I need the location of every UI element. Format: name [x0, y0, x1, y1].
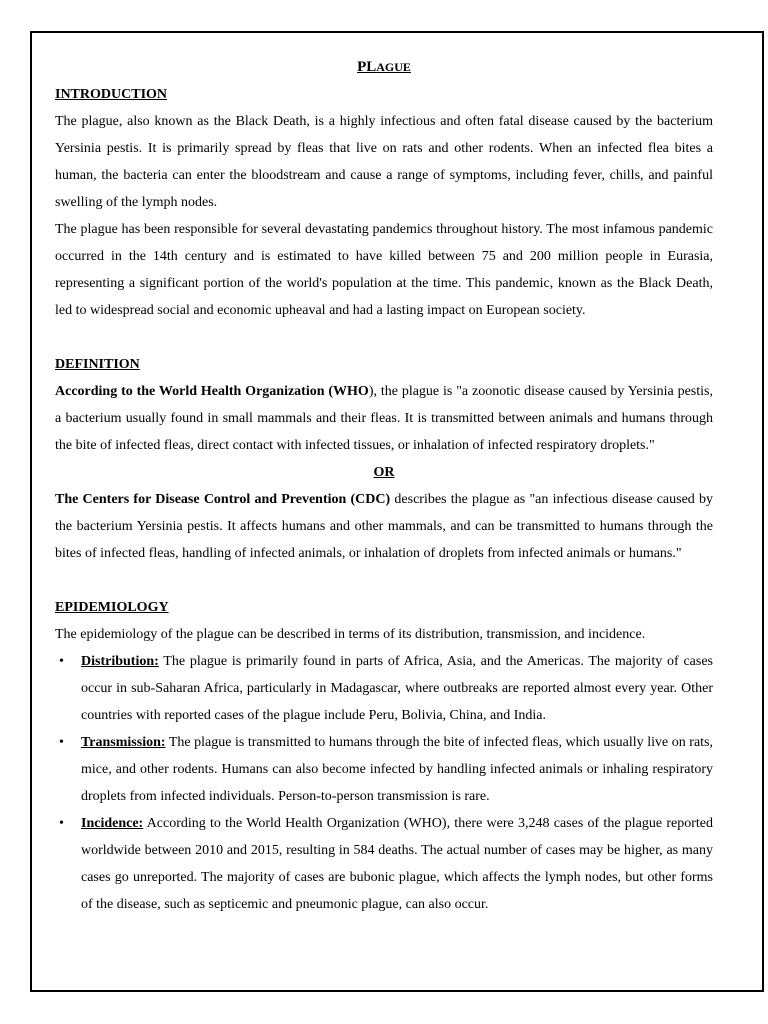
text-transmission: The plague is transmitted to humans through the bite of infected fleas, which usually live on rats, mice, and other rodents. Humans can also become infected by handling infected animals or inhaling respiratory droplets from infected individuals. Person-to-person transmission is rare.	[81, 735, 713, 804]
who-source: According to the World Health Organization (WHO	[55, 384, 369, 399]
text-incidence: According to the World Health Organization (WHO), there were 3,248 cases of the plague reported worldwide between 2010 and 2015, resulting in 584 deaths. The actual number of cases may be higher, as many cases go unreported. The majority of cases are bubonic plague, which affects the lymph nodes, but other forms of the disease, such as septicemic and pneumonic plague, can also occur.	[81, 816, 713, 912]
introduction-heading: INTRODUCTION	[55, 87, 168, 102]
list-item-distribution	[55, 648, 713, 729]
definition-cdc	[55, 486, 713, 567]
who-definition-text: ), the plague is "a zoonotic disease caused by Yersinia pestis, a bacterium usually found in small mammals and their fleas. It is transmitted between animals and humans through the bite of infected fleas, direct contact with infected tissues, or inhalation of infected respiratory droplets."	[55, 384, 713, 453]
definition-who	[55, 378, 713, 459]
title-part-2: AGUE	[376, 60, 411, 74]
term-incidence: Incidence:	[81, 816, 144, 831]
cdc-source: The Centers for Disease Control and Prevention (CDC)	[55, 492, 391, 507]
introduction-paragraph-1: The plague, also known as the Black Death, is a highly infectious and often fatal disease caused by the bacterium Yersinia pestis. It is primarily spread by fleas that live on rats and other rodents. When an infected flea bites a human, the bacteria can enter the bloodstream and cause a range of symptoms, including fever, chills, and painful swelling of the lymph nodes.	[55, 114, 713, 210]
term-transmission: Transmission:	[81, 735, 166, 750]
definition-heading: DEFINITION	[55, 357, 140, 372]
text-distribution: The plague is primarily found in parts of Africa, Asia, and the Americas. The majority of cases occur in sub-Saharan Africa, particularly in Madagascar, where outbreaks are reported almost every year. Other countries with reported cases of the plague include Peru, Bolivia, China, and India.	[81, 654, 713, 723]
bullet-icon: •	[59, 735, 64, 750]
epidemiology-intro: The epidemiology of the plague can be described in terms of its distribution, transmission, and incidence.	[55, 627, 646, 642]
bullet-icon: •	[59, 654, 64, 669]
introduction-paragraph-2: The plague has been responsible for several devastating pandemics throughout history. The most infamous pandemic occurred in the 14th century and is estimated to have killed between 75 and 200 million people in Eurasia, representing a significant portion of the world's population at the time. This pandemic, known as the Black Death, led to widespread social and economic upheaval and had a lasting impact on European society.	[55, 222, 713, 318]
epidemiology-list	[55, 648, 713, 918]
cdc-definition-text: describes the plague as "an infectious disease caused by the bacterium Yersinia pestis. It affects humans and other mammals, and can be transmitted to humans through the bites of infected fleas, handling of infected animals, or inhalation of droplets from infected animals or humans."	[55, 492, 713, 561]
list-item-incidence	[55, 810, 713, 918]
or-separator: OR	[373, 465, 395, 480]
document-title	[55, 54, 713, 81]
title-part-1: PL	[357, 59, 377, 75]
list-item-transmission	[55, 729, 713, 810]
section-spacer	[55, 567, 713, 594]
document-body	[55, 54, 713, 918]
bullet-icon: •	[59, 816, 64, 831]
epidemiology-heading: EPIDEMIOLOGY	[55, 600, 169, 615]
section-spacer	[55, 324, 713, 351]
term-distribution: Distribution:	[81, 654, 159, 669]
